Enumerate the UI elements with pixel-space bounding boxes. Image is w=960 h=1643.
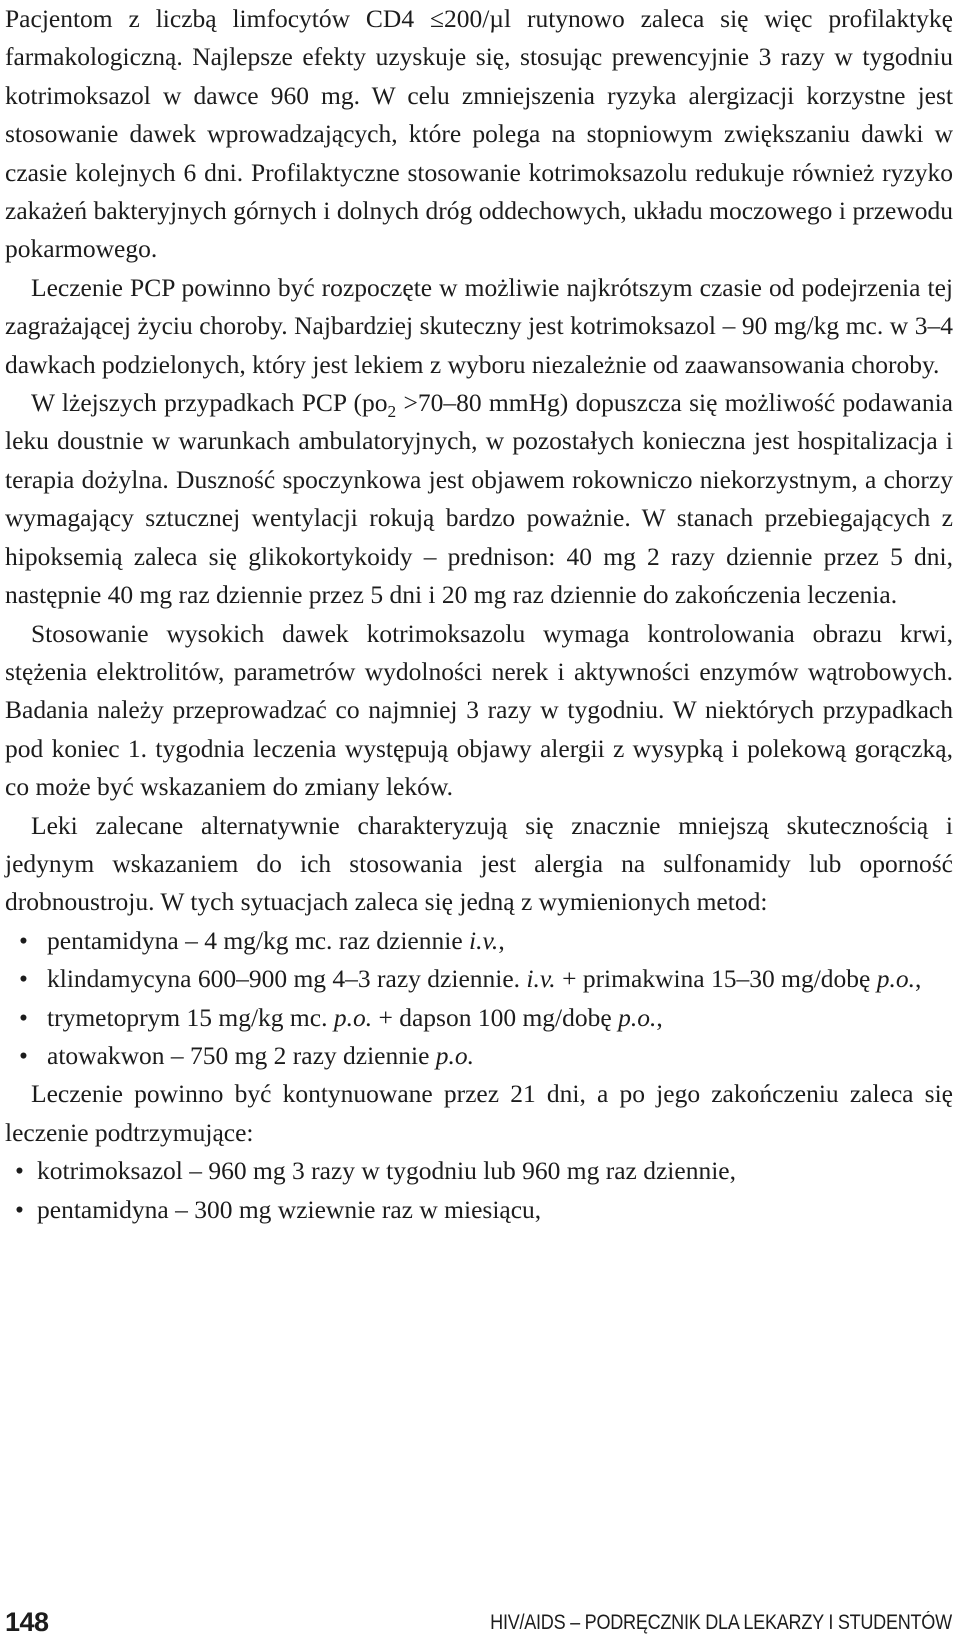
- list-item: [5, 922, 953, 960]
- paragraph-mild-cases: [5, 384, 953, 614]
- running-title: HIV/AIDS – PODRĘCZNIK DLA LEKARZY I STUDENTÓW: [490, 1611, 952, 1634]
- list-item-text: pentamidyna – 300 mg wziewnie raz w miesiącu,: [37, 1194, 542, 1224]
- maintenance-list: [5, 1152, 953, 1229]
- list-item-text: klindamycyna 600–900 mg 4–3 razy dziennie.: [47, 964, 527, 994]
- list-item-suffix: + primakwina 15–30 mg/dobę: [555, 964, 877, 994]
- bullet-icon: •: [19, 1040, 28, 1070]
- list-item: [5, 960, 953, 998]
- bullet-icon: •: [15, 1194, 24, 1224]
- paragraph-prophylaxis: Pacjentom z liczbą limfocytów CD4 ≤200/µl rutynowo zaleca się więc profilaktykę farmakologiczną. Najlepsze efekty uzyskuje się, stosując prewencyjnie 3 razy w tygodniu kotrimoksazol w dawce 960 mg. W celu zmniejszenia ryzyka alergizacji korzystne jest stosowanie dawek wprowadzających, które polega na stopniowym zwiększaniu dawki w czasie kolejnych 6 dni. Profilaktyczne stosowanie kotrimoksazolu redukuje również ryzyko zakażeń bakteryjnych górnych i dolnych dróg oddechowych, układu moczowego i przewodu pokarmowego.: [5, 4, 953, 264]
- list-item-suffix: ,: [656, 1002, 663, 1032]
- list-item-suffix: ,: [498, 925, 505, 955]
- page-footer: [0, 1605, 960, 1643]
- route-label: p.o.: [618, 1002, 657, 1032]
- list-item-text: pentamidyna – 4 mg/kg mc. raz dziennie: [47, 925, 470, 955]
- list-item-text: atowakwon – 750 mg 2 razy dziennie: [47, 1040, 436, 1070]
- bullet-icon: •: [19, 964, 28, 994]
- paragraph-mild-cases-start: W lżejszych przypadkach PCP (po: [31, 388, 388, 418]
- paragraph-maintenance: Leczenie powinno być kontynuowane przez 21 dni, a po jego zakończeniu zaleca się leczenie podtrzymujące:: [5, 1079, 953, 1147]
- list-item-text: trymetoprym 15 mg/kg mc.: [47, 1002, 334, 1032]
- page-number: 148: [5, 1607, 49, 1637]
- paragraph-monitoring: Stosowanie wysokich dawek kotrimoksazolu wymaga kontrolowania obrazu krwi, stężenia elektrolitów, parametrów wydolności nerek i aktywności enzymów wątrobowych. Badania należy przeprowadzać co najmniej 3 razy w tygodniu. W niektórych przypadkach pod koniec 1. tygodnia leczenia występują objawy alergii z wysypką i polekową gorączką, co może być wskazaniem do zmiany leków.: [5, 618, 953, 802]
- list-item: [5, 1191, 953, 1229]
- list-item: [5, 1037, 953, 1075]
- bullet-icon: •: [19, 925, 28, 955]
- route-label: p.o.: [435, 1040, 475, 1070]
- list-item-text: kotrimoksazol – 960 mg 3 razy w tygodniu lub 960 mg raz dziennie,: [37, 1156, 736, 1186]
- bullet-icon: •: [15, 1156, 24, 1186]
- page-body: [5, 0, 953, 1229]
- alternative-methods-list: [5, 922, 953, 1076]
- route-label: i.v.: [526, 964, 556, 994]
- list-item-suffix: + dapson 100 mg/dobę: [372, 1002, 619, 1032]
- paragraph-pcp-treatment: Leczenie PCP powinno być rozpoczęte w możliwie najkrótszym czasie od podejrzenia tej zagrażającej życiu choroby. Najbardziej skuteczny jest kotrimoksazol – 90 mg/kg mc. w 3–4 dawkach podzielonych, który jest lekiem z wyboru niezależnie od zaawansowania choroby.: [5, 272, 953, 379]
- paragraph-mild-cases-rest: >70–80 mmHg) dopuszcza się możliwość podawania leku doustnie w warunkach ambulatoryjnych, w pozostałych konieczna jest hospitalizacja i terapia dożylna. Duszność spoczynkowa jest objawem rokowniczo niekorzystnym, a chorzy wymagający sztucznej wentylacji rokują bardzo poważnie. W stanach przebiegających z hipoksemią zaleca się glikokortykoidy – prednison: 40 mg 2 razy dziennie przez 5 dni, następnie 40 mg raz dziennie przez 5 dni i 20 mg raz dziennie do zakończenia leczenia.: [5, 388, 954, 610]
- list-item: [5, 999, 953, 1037]
- route-label: p.o.: [876, 964, 915, 994]
- oxygen-subscript: 2: [387, 402, 397, 422]
- paragraph-alternatives: Leki zalecane alternatywnie charakteryzują się znacznie mniejszą skutecznością i jedynym wskazaniem do ich stosowania jest alergia na sulfonamidy lub oporność drobnoustroju. W tych sytuacjach zaleca się jedną z wymienionych metod:: [5, 810, 953, 917]
- route-label: i.v.: [469, 925, 499, 955]
- route-label: p.o.: [333, 1002, 373, 1032]
- bullet-icon: •: [19, 1002, 28, 1032]
- list-item: [5, 1152, 953, 1190]
- list-item-suffix: ,: [914, 964, 922, 994]
